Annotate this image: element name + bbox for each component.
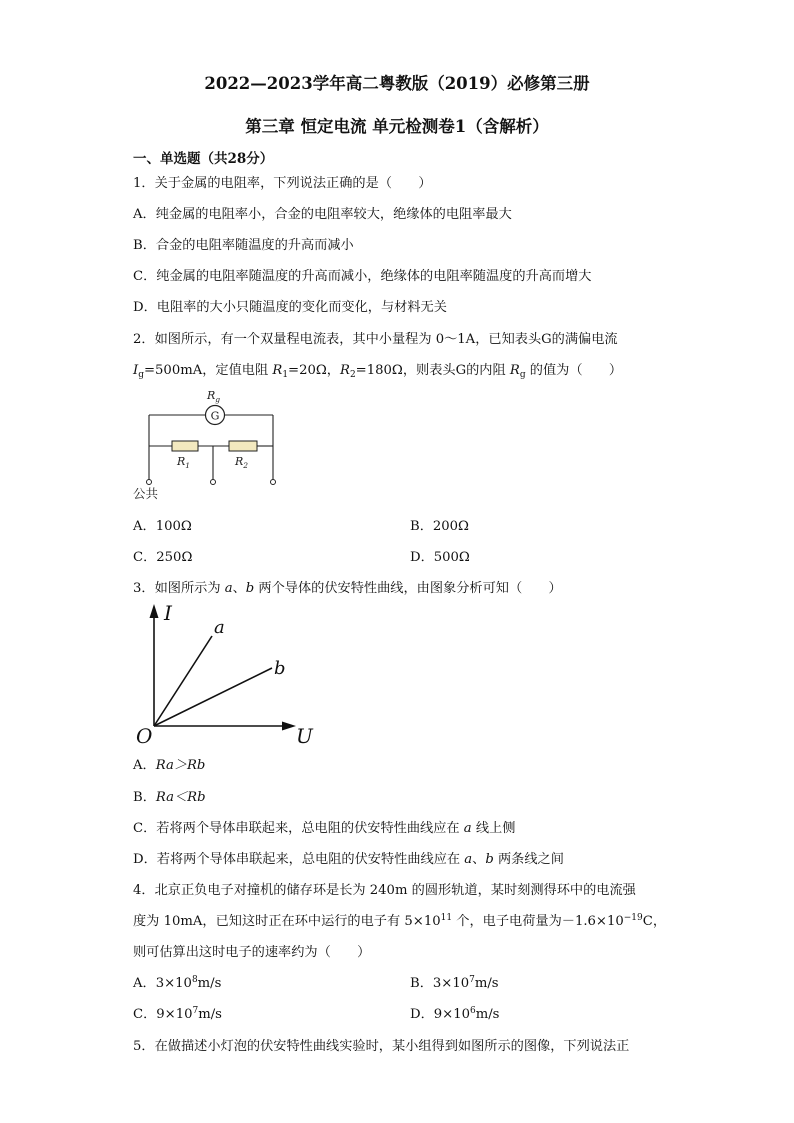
section-title: 一、单选题（共28分） — [133, 151, 274, 167]
terminal-common-icon — [147, 480, 152, 485]
r1-label: $R_1$ — [177, 455, 191, 470]
resistor-r2-icon — [229, 441, 257, 451]
svg-text:G: G — [210, 409, 220, 423]
i-axis-label: I — [164, 601, 172, 625]
q3-option-a: A．Ra＞Rb — [133, 758, 206, 773]
q2-circuit-diagram — [125, 384, 290, 504]
q3-option-d: D．若将两个导体串联起来，总电阻的伏安特性曲线应在 a、b 两条线之间 — [133, 852, 564, 867]
q5-stem-line1: 5．在做描述小灯泡的伏安特性曲线实验时，某小组得到如图所示的图像，下列说法正 — [133, 1039, 630, 1054]
q4-stem-line3: 则可估算出这时电子的速率约为（ ） — [133, 945, 371, 960]
resistor-r1-icon — [172, 441, 198, 451]
rg-label: $R_g$ — [207, 389, 221, 404]
terminal-right-icon — [271, 480, 276, 485]
common-terminal-label: 公共 — [133, 486, 159, 501]
q2-stem-line1: 2．如图所示，有一个双量程电流表，其中小量程为 0～1A，已知表头G的满偏电流 — [133, 332, 618, 347]
origin-label: O — [136, 724, 153, 748]
q3-iu-graph — [130, 598, 325, 750]
q2-option-d: D．500Ω — [410, 550, 470, 565]
galvanometer-icon — [206, 406, 225, 425]
q3-option-c: C．若将两个导体串联起来，总电阻的伏安特性曲线应在 a 线上侧 — [133, 821, 516, 836]
line-b-label: b — [274, 658, 286, 679]
i-axis-arrow-icon — [150, 604, 159, 618]
line-b — [154, 668, 272, 726]
q4-option-d: D．$9\times 10^6m/s$ — [410, 1006, 500, 1022]
q3-stem: 3．如图所示为 a、b 两个导体的伏安特性曲线，由图象分析可知（ ） — [133, 581, 562, 596]
q4-option-c: C．$9\times 10^7m/s$ — [133, 1006, 222, 1022]
q2-option-c: C．250Ω — [133, 550, 193, 565]
q1-option-b: B．合金的电阻率随温度的升高而减小 — [133, 238, 354, 253]
u-axis-arrow-icon — [282, 722, 296, 731]
q4-option-a: A．$3\times 10^8m/s$ — [133, 975, 222, 991]
q2-option-a: A．100Ω — [133, 519, 192, 534]
r2-label: $R_2$ — [235, 455, 249, 470]
q1-stem: 1．关于金属的电阻率，下列说法正确的是（ ） — [133, 176, 432, 191]
q2-option-b: B．200Ω — [410, 519, 469, 534]
q1-option-a: A．纯金属的电阻率小，合金的电阻率较大，绝缘体的电阻率最大 — [133, 207, 512, 222]
doc-title-line1: 2022—2023学年高二粤教版（2019）必修第三册 — [204, 74, 590, 93]
doc-title-line2: 第三章 恒定电流 单元检测卷1（含解析） — [245, 117, 549, 136]
line-a-label: a — [214, 617, 225, 638]
q2-stem-line2: $I_g=500mA$，定值电阻 $R_1=20\Omega$，$R_2=180\Omega$，则表头G的内阻 $R_g$ 的值为（ ） — [133, 363, 623, 380]
q4-option-b: B．$3\times 10^7m/s$ — [410, 975, 499, 991]
u-axis-label: U — [296, 724, 313, 748]
q4-stem-line2: 度为 10mA，已知这时正在环中运行的电子有 $5\times 10^{11}$ 个，电子电荷量为$-1.6\times 10^{-19}C$， — [133, 913, 667, 929]
q1-option-c: C．纯金属的电阻率随温度的升高而减小，绝缘体的电阻率随温度的升高而增大 — [133, 269, 592, 284]
terminal-middle-icon — [211, 480, 216, 485]
q1-option-d: D．电阻率的大小只随温度的变化而变化，与材料无关 — [133, 300, 447, 315]
q4-stem-line1: 4．北京正负电子对撞机的储存环是长为 240m 的圆形轨道，某时刻测得环中的电流强 — [133, 883, 636, 898]
q3-option-b: B．Ra＜Rb — [133, 790, 206, 805]
